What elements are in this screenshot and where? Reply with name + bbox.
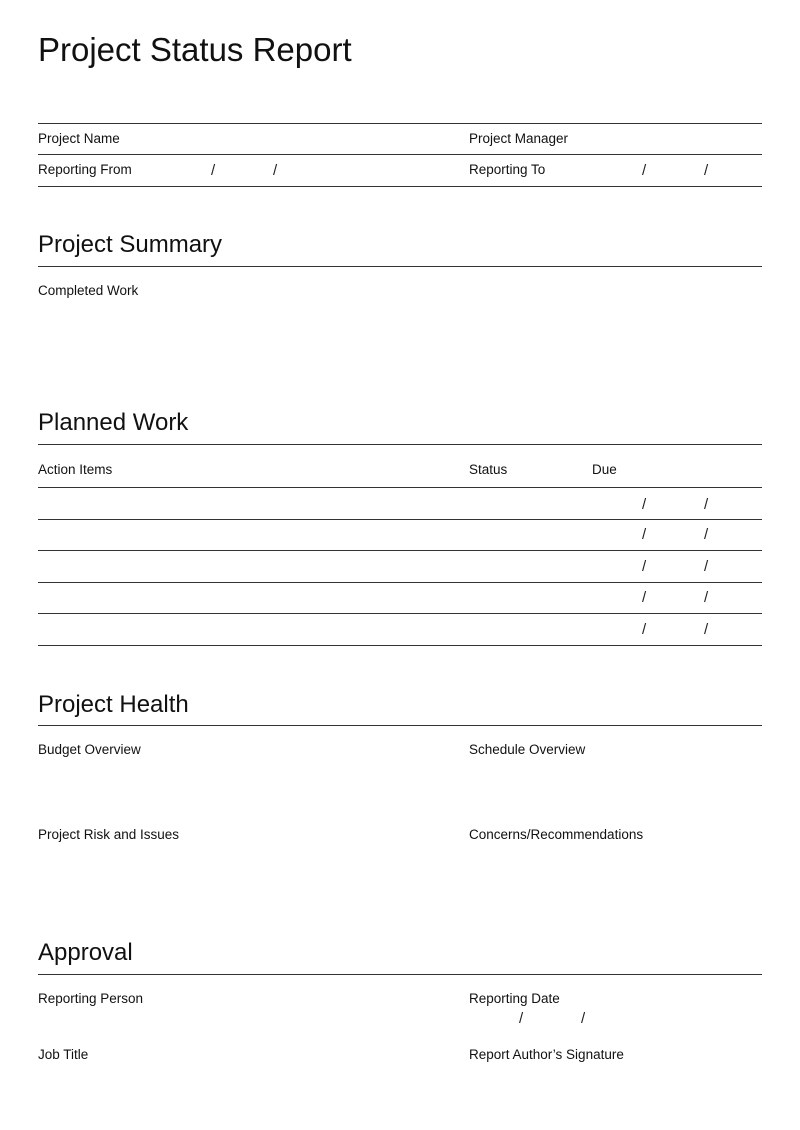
date-separator: / xyxy=(211,162,216,179)
project-manager-label: Project Manager xyxy=(469,131,569,146)
project-name-field[interactable] xyxy=(160,124,460,154)
date-separator: / xyxy=(642,621,647,638)
project-name-label: Project Name xyxy=(38,131,120,146)
table-row[interactable] xyxy=(38,583,762,613)
completed-work-field[interactable] xyxy=(38,302,762,392)
date-separator: / xyxy=(581,1010,586,1027)
section-heading-approval: Approval xyxy=(38,939,133,966)
date-separator: / xyxy=(704,621,709,638)
divider xyxy=(38,974,762,975)
date-separator: / xyxy=(704,162,709,179)
divider xyxy=(38,645,762,646)
schedule-overview-field[interactable] xyxy=(469,762,762,822)
job-title-label: Job Title xyxy=(38,1047,89,1062)
reporting-person-field[interactable] xyxy=(38,1010,438,1040)
date-separator: / xyxy=(642,162,647,179)
reporting-date-label: Reporting Date xyxy=(469,991,560,1006)
page-title: Project Status Report xyxy=(38,31,352,68)
divider xyxy=(38,725,762,726)
table-row[interactable] xyxy=(38,614,762,645)
table-row[interactable] xyxy=(38,551,762,582)
reporting-to-date-field[interactable] xyxy=(590,155,760,185)
date-separator: / xyxy=(273,162,278,179)
completed-work-label: Completed Work xyxy=(38,283,139,298)
date-separator: / xyxy=(642,589,647,606)
section-heading-planned-work: Planned Work xyxy=(38,409,189,436)
date-separator: / xyxy=(704,558,709,575)
budget-overview-label: Budget Overview xyxy=(38,742,141,757)
date-separator: / xyxy=(642,526,647,543)
risk-issues-field[interactable] xyxy=(38,846,438,926)
reporting-from-label: Reporting From xyxy=(38,162,132,177)
concerns-field[interactable] xyxy=(469,846,762,926)
column-header-due: Due xyxy=(592,462,617,477)
column-header-status: Status xyxy=(469,462,508,477)
date-separator: / xyxy=(704,589,709,606)
date-separator: / xyxy=(642,496,647,513)
divider xyxy=(38,186,762,187)
schedule-overview-label: Schedule Overview xyxy=(469,742,586,757)
reporting-person-label: Reporting Person xyxy=(38,991,144,1006)
signature-field[interactable] xyxy=(469,1066,762,1106)
reporting-from-date-field[interactable] xyxy=(160,155,460,185)
date-separator: / xyxy=(642,558,647,575)
column-header-action-items: Action Items xyxy=(38,462,113,477)
section-heading-project-summary: Project Summary xyxy=(38,231,223,258)
section-heading-project-health: Project Health xyxy=(38,691,189,718)
date-separator: / xyxy=(704,496,709,513)
project-manager-field[interactable] xyxy=(600,124,760,154)
budget-overview-field[interactable] xyxy=(38,762,438,822)
date-separator: / xyxy=(704,526,709,543)
date-separator: / xyxy=(519,1010,524,1027)
divider xyxy=(38,266,762,267)
reporting-to-label: Reporting To xyxy=(469,162,546,177)
table-row[interactable] xyxy=(38,520,762,550)
concerns-label: Concerns/Recommendations xyxy=(469,827,644,842)
signature-label: Report Author’s Signature xyxy=(469,1047,624,1062)
job-title-field[interactable] xyxy=(38,1066,438,1106)
risk-issues-label: Project Risk and Issues xyxy=(38,827,180,842)
reporting-date-field[interactable] xyxy=(469,1008,762,1030)
table-row[interactable] xyxy=(38,488,762,519)
divider xyxy=(38,444,762,445)
